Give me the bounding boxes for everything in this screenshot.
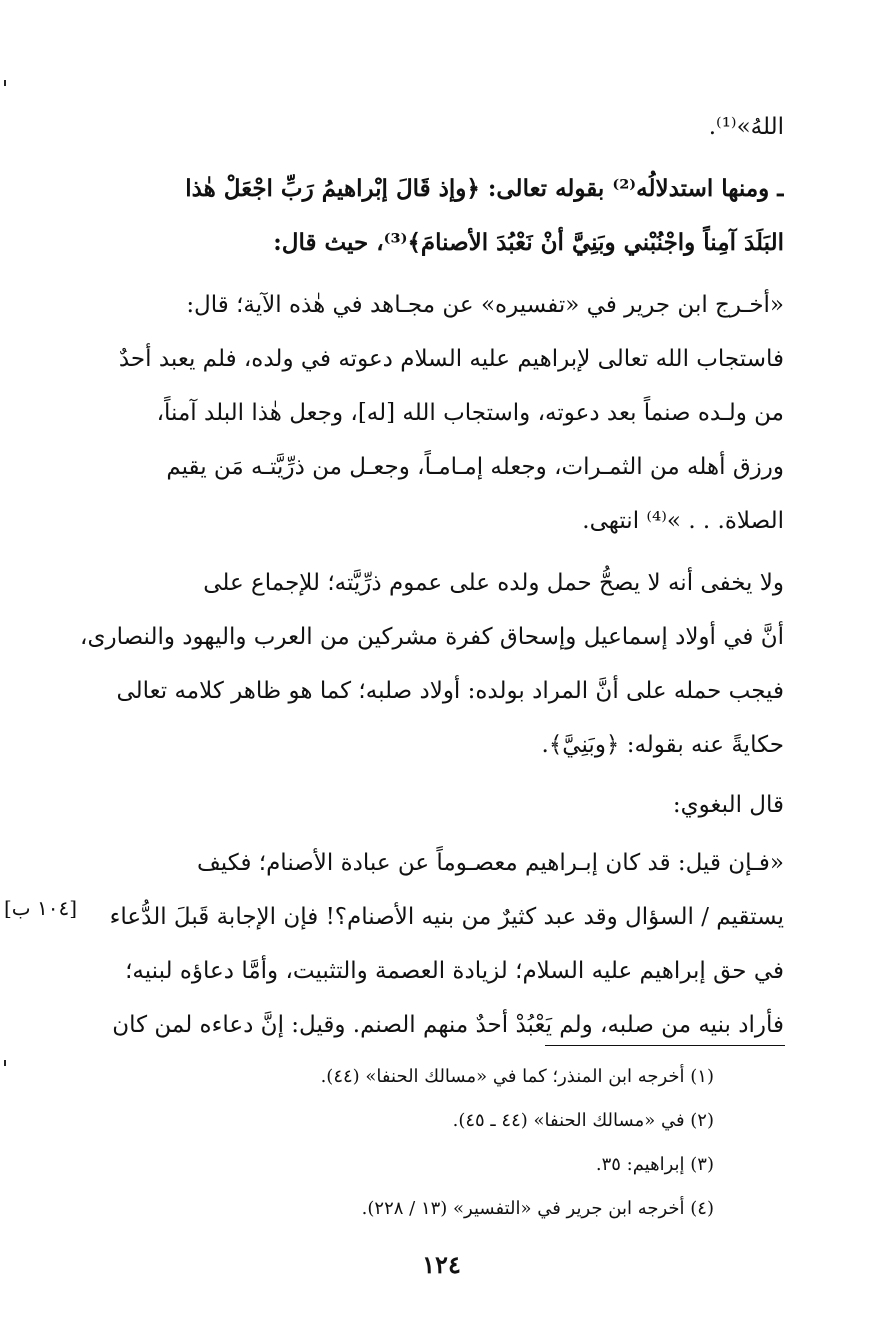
page-number: ١٢٤: [422, 1250, 461, 1279]
body-line-13: قال البغوي:: [672, 792, 784, 818]
body-line-17: فأراد بنيه من صلبه، ولم يَعْبُدْ أحدٌ منهم الصنم. وقيل: إنَّ دعاءه لمن كان: [112, 1012, 784, 1038]
body-line-2: ـ ومنها استدلالُه⁽²⁾ بقوله تعالى: ﴿وإذ قَالَ إبْراهيمُ رَبِّ اجْعَلْ هٰذا: [185, 175, 784, 202]
body-line-8: الصلاة. . . »⁽⁴⁾ انتهى.: [582, 508, 784, 534]
footnote-1: (١) أخرجه ابن المنذر؛ كما في «مسالك الحنفا» (٤٤).: [320, 1066, 714, 1087]
body-line-12: حكايةً عنه بقوله: ﴿وبَنِيَّ﴾.: [541, 732, 784, 758]
margin-folio-note: [١٠٤ ب]: [4, 896, 78, 920]
footnotes: [150, 1055, 784, 1231]
footnote-2: (٢) في «مسالك الحنفا» (٤٤ ـ ٤٥).: [452, 1110, 714, 1131]
scan-edge-mark: [4, 1060, 6, 1066]
body-line-1: اللهُ»⁽¹⁾.: [708, 114, 784, 140]
body-line-4: «أخـرج ابن جرير في «تفسيره» عن مجـاهد في هٰذه الآية؛ قال:: [186, 292, 784, 318]
body-line-5: فاستجاب الله تعالى لإبراهيم عليه السلام دعوته في ولده، فلم يعبد أحدٌ: [118, 346, 784, 372]
body-line-7: ورزق أهله من الثمـرات، وجعله إمـامـاً، وجعـل من ذرِّيَّتـه مَن يقيم: [166, 454, 784, 480]
footnote-divider: [545, 1045, 785, 1046]
body-line-6: من ولـده صنماً بعد دعوته، واستجاب الله [له]، وجعل هٰذا البلد آمناً،: [156, 400, 784, 426]
body-line-3: البَلَدَ آمِناً واجْنُبْني وبَنِيَّ أنْ نَعْبُدَ الأصنامَ﴾⁽³⁾، حيث قال:: [273, 229, 784, 256]
body-line-16: في حق إبراهيم عليه السلام؛ لزيادة العصمة والتثبيت، وأمَّا دعاؤه لبنيه؛: [125, 958, 784, 984]
footnote-3: (٣) إبراهيم: ٣٥.: [595, 1154, 714, 1175]
body-line-10: أنَّ في أولاد إسماعيل وإسحاق كفرة مشركين من العرب واليهود والنصارى،: [80, 624, 784, 650]
body-line-14: «فـإن قيل: قد كان إبـراهيم معصـوماً عن عبادة الأصنام؛ فكيف: [197, 850, 784, 876]
body-line-15: يستقيم / السؤال وقد عبد كثيرٌ من بنيه الأصنام؟! فإن الإجابة قَبلَ الدُّعاء: [109, 904, 784, 930]
body-line-9: ولا يخفى أنه لا يصحُّ حمل ولده على عموم ذرِّيَّته؛ للإجماع على: [203, 570, 784, 596]
scan-edge-mark: [4, 80, 6, 86]
footnote-4: (٤) أخرجه ابن جرير في «التفسير» (١٣ / ٢٢٨).: [361, 1198, 714, 1219]
body-text: [62, 100, 784, 1052]
body-line-11: فيجب حمله على أنَّ المراد بولده: أولاد صلبه؛ كما هو ظاهر كلامه تعالى: [116, 678, 784, 704]
